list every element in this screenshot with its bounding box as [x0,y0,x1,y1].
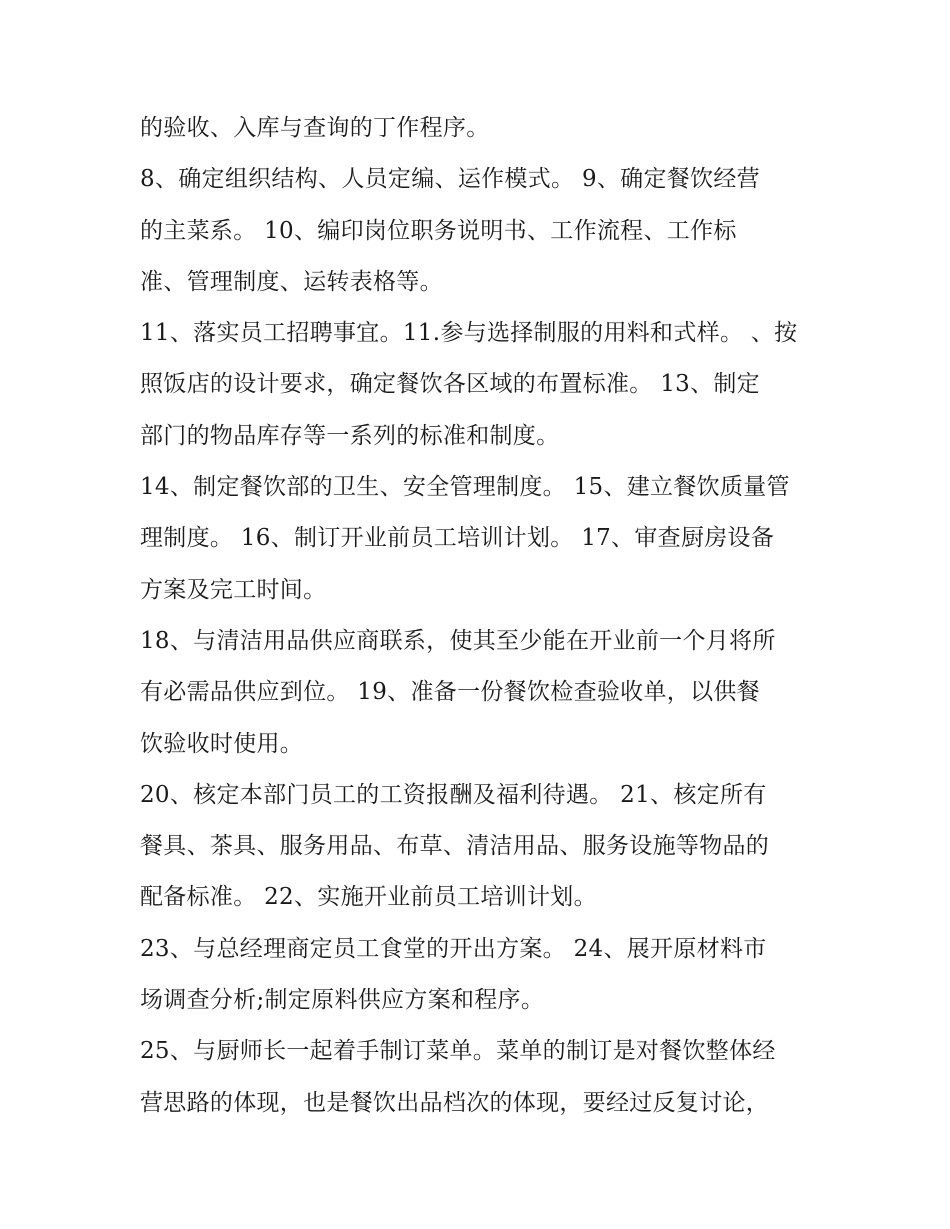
text-line: 18、与清洁用品供应商联系，使其至少能在开业前一个月将所 [140,627,776,654]
text-line: 25、与厨师长一起着手制订菜单。菜单的制订是对餐饮整体经 [140,1038,776,1065]
text-line: 方案及完工时间。 [140,576,327,603]
text-line: 场调查分析;制定原料供应方案和程序。 [140,987,545,1014]
text-line: 配备标准。 22、实施开业前员工培训计划。 [140,884,597,911]
text-line: 的验收、入库与查询的丁作程序。 [140,115,490,141]
text-line: 营思路的体现，也是餐饮出品档次的体现，要经过反复讨论， [140,1089,770,1116]
text-line: 20、核定本部门员工的工资报酬及福利待遇。 21、核定所有 [140,781,767,808]
text-line: 理制度。 16、制订开业前员工培训计划。 17、审查厨房设备 [140,525,775,552]
text-line: 的主菜系。 10、编印岗位职务说明书、工作流程、工作标 [140,217,737,244]
text-line: 餐具、茶具、服务用品、布草、清洁用品、服务设施等物品的 [140,833,770,860]
text-line: 部门的物品库存等一系列的标准和制度。 [140,422,560,449]
text-line: 准、管理制度、运转表格等。 [140,268,443,295]
text-line: 照饭店的设计要求，确定餐饮各区域的布置标准。 13、制定 [140,371,760,398]
document-body [140,103,840,1129]
text-line: 有必需品供应到位。 19、准备一份餐饮检查验收单，以供餐 [140,679,760,706]
text-line: 饮验收时使用。 [140,730,304,757]
text-line: 14、制定餐饮部的卫生、安全管理制度。 15、建立餐饮质量管 [140,474,790,501]
text-line: 23、与总经理商定员工食堂的开出方案。 24、展开原材料市 [140,935,767,962]
text-line: 11、落实员工招聘事宜。11.参与选择制服的用料和式样。 、按 [140,320,798,347]
text-line: 8、确定组织结构、人员定编、运作模式。 9、确定餐饮经营 [140,166,760,193]
